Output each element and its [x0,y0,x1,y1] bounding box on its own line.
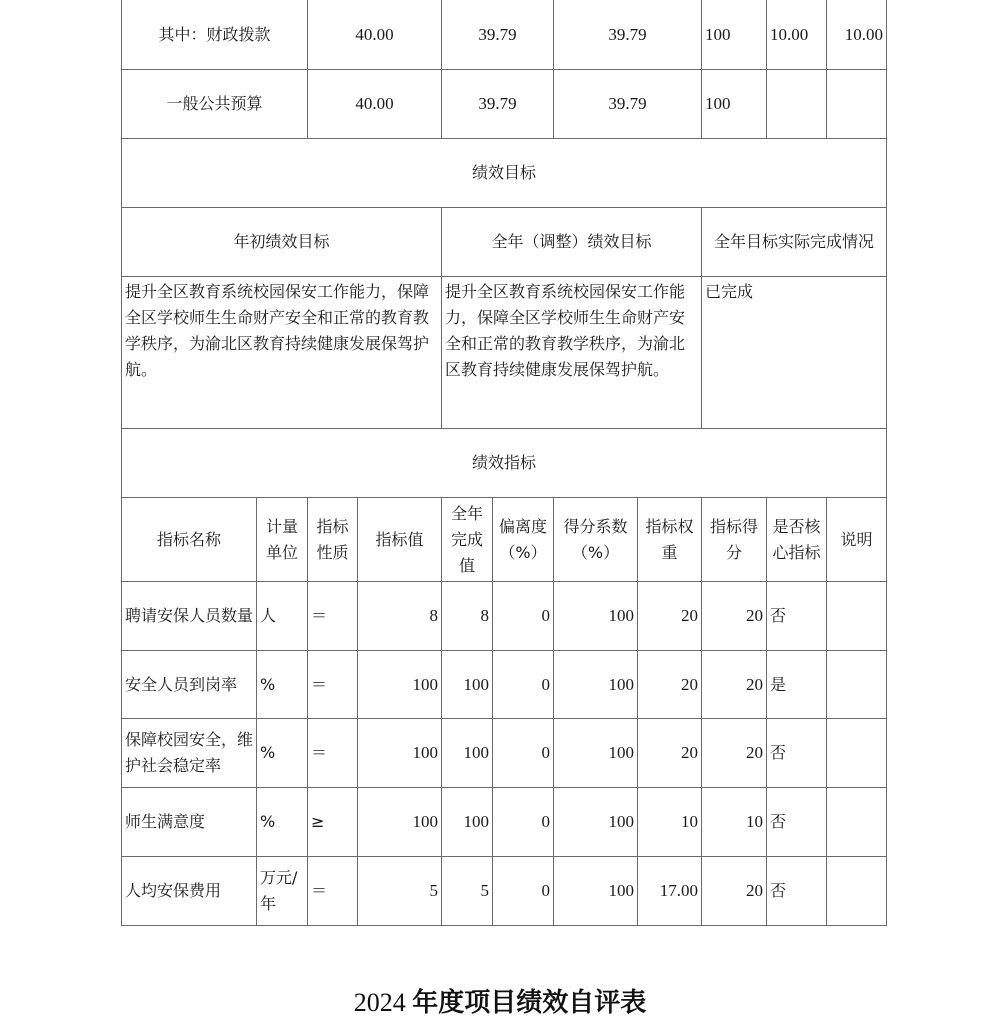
header-actual: 全年完成值 [442,498,493,582]
indicator-note [827,857,887,926]
indicator-score: 20 [702,857,767,926]
indicator-name: 人均安保费用 [122,857,257,926]
indicator-deviation: 0 [493,857,554,926]
title-text: 年度项目绩效自评表 [412,988,647,1017]
indicators-section-title: 绩效指标 [122,429,887,498]
indicator-target: 100 [358,719,442,788]
indicator-unit: % [257,788,308,857]
indicator-name: 保障校园安全，维护社会稳定率 [122,719,257,788]
indicator-note [827,651,887,719]
table-row [122,651,887,719]
funding-label: 一般公共预算 [122,70,308,139]
indicator-deviation: 0 [493,788,554,857]
initial-goal-text: 提升全区教育系统校园保安工作能力，保障全区学校师生生命财产安全和正常的教育教学秩序，为渝北区教育持续健康发展保驾护航。 [122,277,442,429]
funding-rate: 100 [702,0,767,70]
table-row [122,857,887,926]
header-nature: 指标性质 [308,498,358,582]
header-unit: 计量单位 [257,498,308,582]
table-row [122,582,887,651]
indicator-core: 否 [767,857,827,926]
adjusted-goal-header: 全年（调整）绩效目标 [442,208,702,277]
funding-score [827,70,887,139]
indicator-note [827,582,887,651]
indicator-unit: % [257,651,308,719]
indicator-actual: 8 [442,582,493,651]
header-score: 指标得分 [702,498,767,582]
indicator-name: 聘请安保人员数量 [122,582,257,651]
indicator-nature: ≥ [308,788,358,857]
indicator-actual: 5 [442,857,493,926]
header-deviation: 偏离度（%） [493,498,554,582]
header-core: 是否核心指标 [767,498,827,582]
indicator-target: 8 [358,582,442,651]
indicator-deviation: 0 [493,651,554,719]
indicator-target: 100 [358,788,442,857]
indicator-note [827,719,887,788]
funding-row-fiscal [122,0,887,70]
header-note: 说明 [827,498,887,582]
indicator-core: 否 [767,719,827,788]
header-name: 指标名称 [122,498,257,582]
title-year: 2024 [353,988,406,1017]
funding-adjusted: 39.79 [442,70,554,139]
funding-executed: 39.79 [554,70,702,139]
indicator-coef: 100 [554,719,638,788]
funding-budget: 40.00 [308,70,442,139]
indicator-nature: ＝ [308,857,358,926]
indicator-weight: 20 [638,719,702,788]
header-target: 指标值 [358,498,442,582]
indicator-actual: 100 [442,788,493,857]
indicator-header-row [122,498,887,582]
performance-table [121,0,887,926]
indicator-nature: ＝ [308,719,358,788]
funding-executed: 39.79 [554,0,702,70]
table-row [122,719,887,788]
funding-budget: 40.00 [308,0,442,70]
actual-completion-header: 全年目标实际完成情况 [702,208,887,277]
indicator-nature: ＝ [308,651,358,719]
indicator-score: 20 [702,651,767,719]
indicator-weight: 20 [638,582,702,651]
indicator-name: 安全人员到岗率 [122,651,257,719]
indicator-weight: 17.00 [638,857,702,926]
indicator-actual: 100 [442,651,493,719]
indicator-core: 否 [767,788,827,857]
header-coef: 得分系数（%） [554,498,638,582]
indicator-target: 100 [358,651,442,719]
funding-weight [767,70,827,139]
indicator-unit: 万元/年 [257,857,308,926]
goals-section-title: 绩效目标 [122,139,887,208]
indicator-unit: 人 [257,582,308,651]
indicator-actual: 100 [442,719,493,788]
indicator-weight: 10 [638,788,702,857]
indicator-coef: 100 [554,651,638,719]
indicator-score: 20 [702,582,767,651]
funding-adjusted: 39.79 [442,0,554,70]
initial-goal-header: 年初绩效目标 [122,208,442,277]
indicator-coef: 100 [554,788,638,857]
indicator-core: 否 [767,582,827,651]
indicator-nature: ＝ [308,582,358,651]
indicator-deviation: 0 [493,582,554,651]
funding-rate: 100 [702,70,767,139]
indicator-target: 5 [358,857,442,926]
indicator-coef: 100 [554,582,638,651]
indicator-score: 20 [702,719,767,788]
indicator-unit: % [257,719,308,788]
indicator-name: 师生满意度 [122,788,257,857]
indicator-deviation: 0 [493,719,554,788]
funding-score: 10.00 [827,0,887,70]
funding-label: 其中：财政拨款 [122,0,308,70]
header-weight: 指标权重 [638,498,702,582]
table-row [122,788,887,857]
funding-row-general [122,70,887,139]
indicator-weight: 20 [638,651,702,719]
document-title [0,982,1000,1019]
adjusted-goal-text: 提升全区教育系统校园保安工作能力，保障全区学校师生生命财产安全和正常的教育教学秩序，为渝北区教育持续健康发展保驾护航。 [442,277,702,429]
funding-weight: 10.00 [767,0,827,70]
actual-completion-text: 已完成 [702,277,887,429]
indicator-core: 是 [767,651,827,719]
indicator-coef: 100 [554,857,638,926]
indicator-note [827,788,887,857]
indicator-score: 10 [702,788,767,857]
